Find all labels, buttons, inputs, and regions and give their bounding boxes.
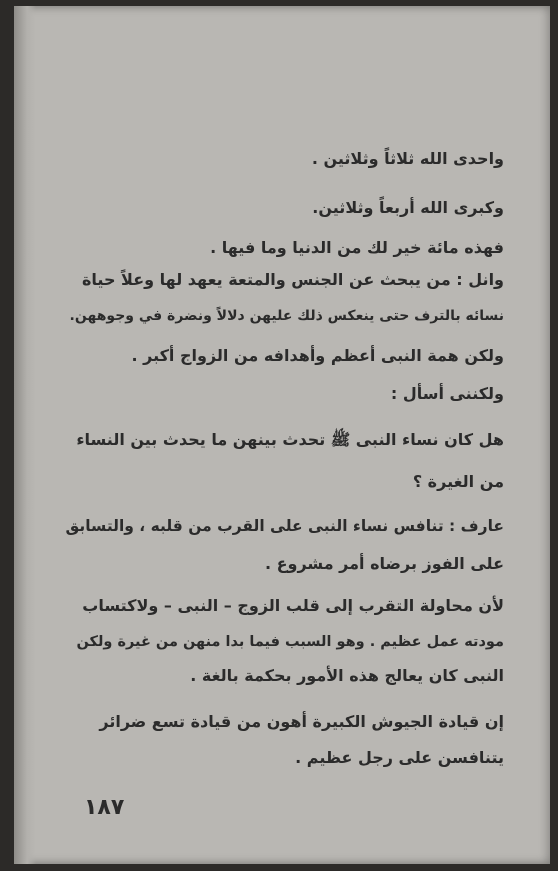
text-line: واحدى الله ثلاثاً وثلاثين . bbox=[311, 149, 504, 168]
text-line: وكبرى الله أربعاً وثلاثين. bbox=[312, 198, 504, 217]
text-line: إن قيادة الجيوش الكبيرة أهون من قيادة تسع ضرائر bbox=[99, 712, 504, 731]
text-line: وانل : من يبحث عن الجنس والمتعة يعهد لها وعلاً حياة bbox=[81, 270, 504, 289]
page-number: ١٨٧ bbox=[84, 795, 125, 820]
text-line: لأن محاولة التقرب إلى قلب الزوج – النبى – ولاكتساب bbox=[82, 596, 504, 615]
text-line: يتنافسن على رجل عظيم . bbox=[295, 748, 504, 767]
text-line: عارف : تنافس نساء النبى على القرب من قلبه ، والتسابق bbox=[65, 517, 504, 535]
text-line: نسائه بالترف حتى ينعكس ذلك عليهن دلالاً ونضرة في وجوههن. bbox=[69, 308, 504, 324]
page-binding-shadow bbox=[14, 6, 36, 864]
text-line: مودته عمل عظيم . وهو السبب فيما بدا منهن من غيرة ولكن bbox=[76, 634, 504, 650]
text-line: على الفوز برضاه أمر مشروع . bbox=[264, 554, 504, 573]
text-line: من الغيرة ؟ bbox=[412, 472, 504, 491]
text-line: ولكن همة النبى أعظم وأهدافه من الزواج أكبر . bbox=[131, 346, 504, 365]
text-line: هل كان نساء النبى ﷺ تحدث بينهن ما يحدث بين النساء bbox=[76, 430, 504, 449]
text-line: ولكننى أسأل : bbox=[390, 384, 504, 403]
book-page bbox=[14, 6, 550, 864]
text-line: النبى كان يعالج هذه الأمور بحكمة بالغة . bbox=[190, 666, 504, 685]
text-line: فهذه مائة خير لك من الدنيا وما فيها . bbox=[210, 238, 504, 257]
